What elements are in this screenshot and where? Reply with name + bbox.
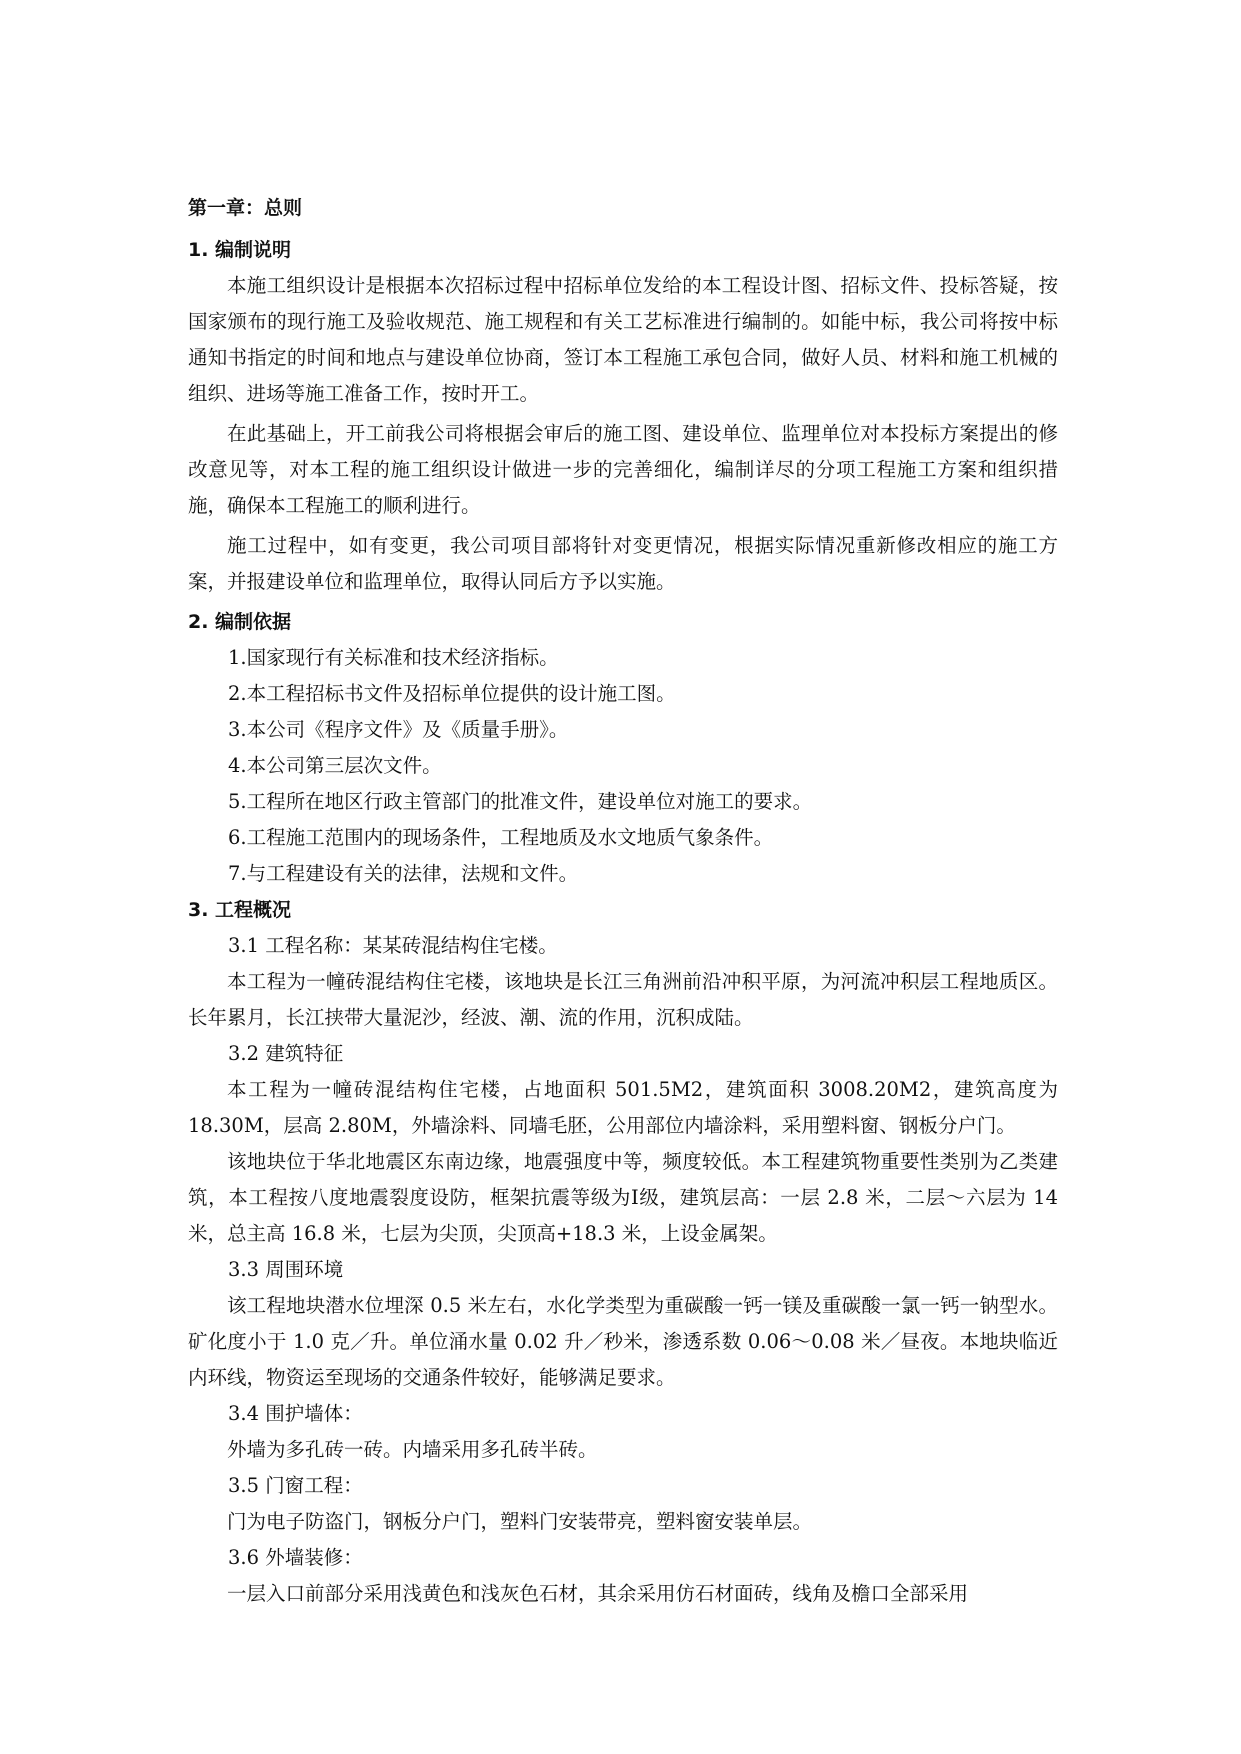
- section-heading-3: 3. 工程概况: [188, 899, 292, 921]
- paragraph: 施工过程中，如有变更，我公司项目部将针对变更情况，根据实际情况重新修改相应的施工方案，并报建设单位和监理单位，取得认同后方予以实施。: [188, 534, 1058, 593]
- subsection-heading: 3.5 门窗工程：: [228, 1474, 363, 1497]
- subsection-heading: 3.3 周围环境: [228, 1258, 344, 1281]
- paragraph: 本工程为一幢砖混结构住宅楼，该地块是长江三角洲前沿冲积平原，为河流冲积层工程地质区。长年累月，长江挟带大量泥沙，经波、潮、流的作用，沉积成陆。: [188, 970, 1058, 1029]
- chapter-title: 第一章：总则: [188, 197, 303, 219]
- subsection-heading: 3.6 外墙装修：: [228, 1546, 363, 1569]
- subsection-heading: 3.2 建筑特征: [228, 1042, 344, 1065]
- paragraph: 一层入口前部分采用浅黄色和浅灰色石材，其余采用仿石材面砖，线角及檐口全部采用: [227, 1582, 969, 1605]
- paragraph: 本施工组织设计是根据本次招标过程中招标单位发给的本工程设计图、招标文件、投标答疑，按国家颁布的现行施工及验收规范、施工规程和有关工艺标准进行编制的。如能中标，我公司将按中标通知书指定的时间和地点与建设单位协商，签订本工程施工承包合同，做好人员、材料和施工机械的组织、进场等施工准备工作，按时开工。: [188, 274, 1058, 405]
- section-heading-2: 2. 编制依据: [188, 611, 292, 633]
- section-heading-1: 1. 编制说明: [188, 239, 292, 261]
- paragraph: 外墙为多孔砖一砖。内墙采用多孔砖半砖。: [227, 1438, 598, 1461]
- list-item: 3.本公司《程序文件》及《质量手册》。: [228, 718, 569, 741]
- list-item: 1.国家现行有关标准和技术经济指标。: [228, 646, 559, 669]
- list-item: 6.工程施工范围内的现场条件，工程地质及水文地质气象条件。: [228, 826, 774, 849]
- list-item: 7.与工程建设有关的法律，法规和文件。: [228, 862, 579, 885]
- paragraph: 该工程地块潜水位埋深 0.5 米左右，水化学类型为重碳酸一钙一镁及重碳酸一氯一钙一钠型水。矿化度小于 1.0 克／升。单位涌水量 0.02 升／秒米，渗透系数 0.06～0.08 米／昼夜。本地块临近内环线，物资运至现场的交通条件较好，能够满足要求。: [188, 1294, 1058, 1389]
- subsection-heading: 3.4 围护墙体：: [228, 1402, 363, 1425]
- list-item: 4.本公司第三层次文件。: [228, 754, 442, 777]
- paragraph: 门为电子防盗门，钢板分户门，塑料门安装带亮，塑料窗安装单层。: [227, 1510, 813, 1533]
- list-item: 2.本工程招标书文件及招标单位提供的设计施工图。: [228, 682, 676, 705]
- subsection-heading: 3.1 工程名称：某某砖混结构住宅楼。: [228, 934, 558, 957]
- paragraph: 该地块位于华北地震区东南边缘，地震强度中等，频度较低。本工程建筑物重要性类别为乙类建筑，本工程按八度地震裂度设防，框架抗震等级为Ⅰ级，建筑层高：一层 2.8 米，二层～六层为 14 米，总主高 16.8 米，七层为尖顶，尖顶高+18.3 米，上设金属架。: [188, 1150, 1058, 1245]
- paragraph: 本工程为一幢砖混结构住宅楼，占地面积 501.5M2，建筑面积 3008.20M2，建筑高度为 18.30M，层高 2.80M，外墙涂料、同墙毛胚，公用部位内墙涂料，采用塑料窗、钢板分户门。: [188, 1078, 1058, 1137]
- list-item: 5.工程所在地区行政主管部门的批准文件，建设单位对施工的要求。: [228, 790, 813, 813]
- paragraph: 在此基础上，开工前我公司将根据会审后的施工图、建设单位、监理单位对本投标方案提出的修改意见等，对本工程的施工组织设计做进一步的完善细化，编制详尽的分项工程施工方案和组织措施，确保本工程施工的顺利进行。: [188, 422, 1058, 517]
- document-page: [188, 190, 1058, 1612]
